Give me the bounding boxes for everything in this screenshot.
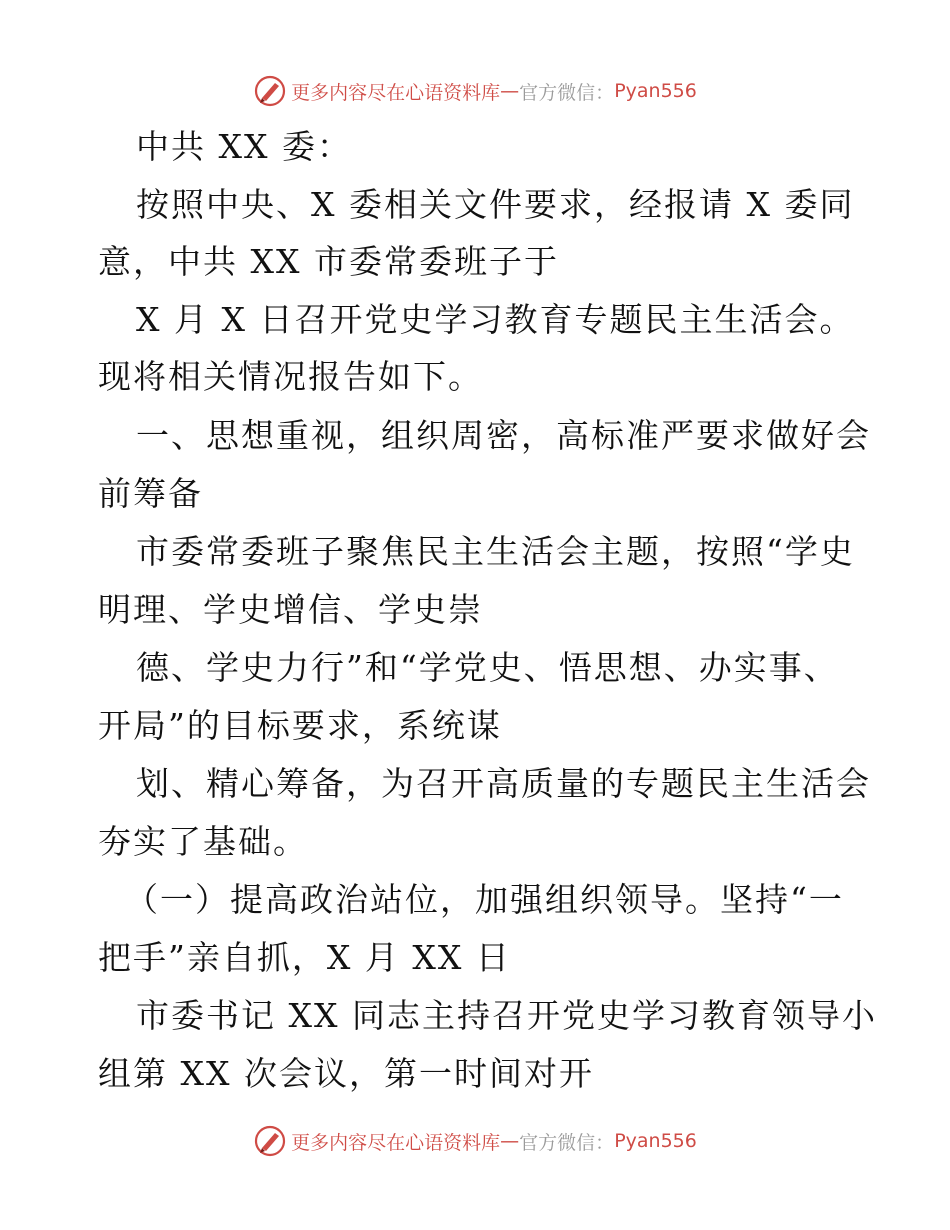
paragraph-line: 夯实了基础。	[98, 822, 308, 861]
header-watermark	[0, 71, 950, 111]
salutation-line: 中共 XX 委：	[136, 127, 352, 166]
paragraph-line: X 月 X 日召开党史学习教育专题民主生活会。	[136, 300, 855, 339]
watermark-wechat-id: Pyan556	[614, 1130, 697, 1152]
paragraph-line: 开局”的目标要求，系统谋	[98, 706, 502, 745]
pen-logo-icon	[253, 74, 287, 108]
watermark-site-text: 更多内容尽在心语资料库	[291, 1131, 501, 1154]
watermark-wechat-id: Pyan556	[614, 80, 697, 102]
watermark-site-text: 更多内容尽在心语资料库	[291, 81, 501, 104]
subsection-line: （一）提高政治站位，加强组织领导。坚持“一	[125, 880, 844, 919]
watermark-separator: —	[500, 1130, 520, 1152]
footer-watermark	[0, 1121, 950, 1161]
paragraph-line: 现将相关情况报告如下。	[98, 357, 483, 396]
paragraph-line: 明理、学史增信、学史崇	[98, 590, 483, 629]
pen-logo-icon	[253, 1124, 287, 1158]
paragraph-line: 把手”亲自抓，X 月 XX 日	[98, 938, 511, 977]
section-heading-line: 前筹备	[98, 474, 203, 513]
section-heading-line: 一、思想重视，组织周密，高标准严要求做好会	[136, 416, 871, 455]
watermark-separator: —	[500, 80, 520, 102]
watermark-official-label: 官方微信：	[519, 1131, 615, 1154]
watermark-official-label: 官方微信：	[519, 81, 615, 104]
paragraph-line: 组第 XX 次会议，第一时间对开	[98, 1054, 594, 1093]
paragraph-line: 按照中央、X 委相关文件要求，经报请 X 委同	[136, 185, 855, 224]
paragraph-line: 划、精心筹备，为召开高质量的专题民主生活会	[136, 764, 871, 803]
paragraph-line: 市委书记 XX 同志主持召开党史学习教育领导小	[136, 996, 877, 1035]
paragraph-line: 德、学史力行”和“学党史、悟思想、办实事、	[136, 648, 839, 687]
paragraph-line: 意，中共 XX 市委常委班子于	[98, 242, 559, 281]
paragraph-line: 市委常委班子聚焦民主生活会主题，按照“学史	[136, 532, 855, 571]
